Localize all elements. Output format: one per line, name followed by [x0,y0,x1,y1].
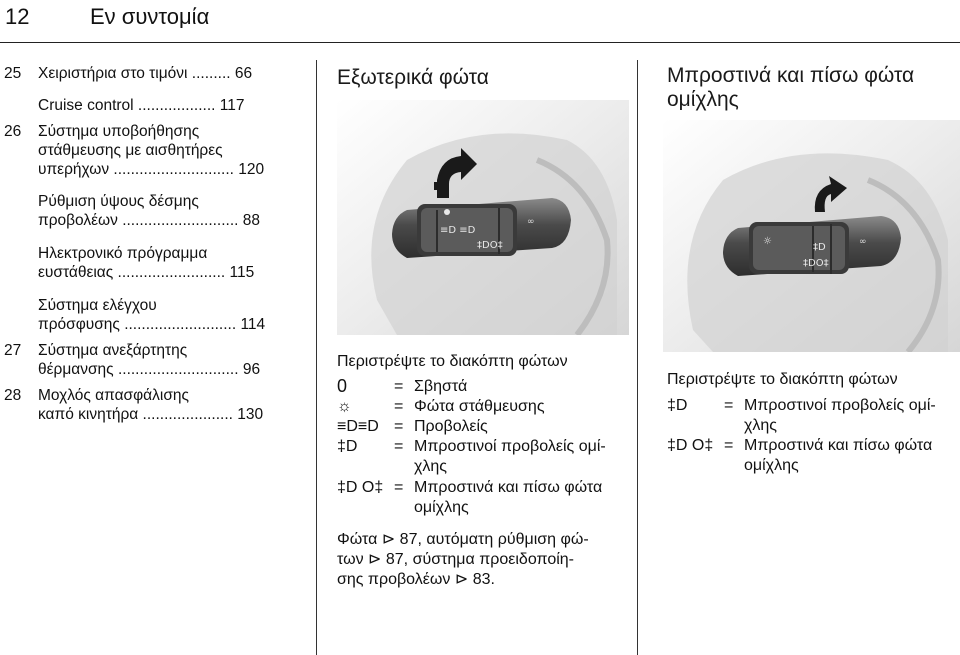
front-fog-icon: ‡D [667,397,688,414]
legend-equals: = [394,438,404,455]
fog-light-switch-illustration [663,120,960,352]
legend-description: Σβηστά [414,378,468,395]
page-title: Εν συντομία [90,4,210,29]
column-divider-1 [316,60,317,655]
legend-description: χλης [744,416,778,434]
header-divider [0,42,960,43]
legend-description: Μπροστινοί προβολείς ομί- [414,438,606,455]
cross-reference-line: των ⊳ 87, σύστημα προειδοποίη- [337,551,574,568]
toc-line: Σύστημα ελέγχου [38,297,157,314]
page-reference-arrow-icon[interactable]: ⊳ [368,551,382,568]
toc-line: Σύστημα υποβοήθησης [38,123,200,140]
toc-line: προβολέων ........................... 88 [38,212,261,229]
section-heading-fog-lights: ομίχλης [667,88,739,111]
headlight-icon: ≡D≡D [337,418,379,435]
parking-light-icon: ☼ [337,398,352,415]
svg-text:‡D: ‡D [813,242,826,253]
toc-line: στάθμευσης με αισθητήρες [38,142,223,159]
legend-description: χλης [414,457,448,475]
toc-line: Ηλεκτρονικό πρόγραμμα [38,245,208,262]
section-heading-fog-lights: Μπροστινά και πίσω φώτα [667,64,915,87]
cross-reference-line: Φώτα ⊳ 87, αυτόματη ρύθμιση φώ- [337,531,589,548]
legend-description: ομίχλης [414,498,469,516]
toc-line: Σύστημα ανεξάρτητης [38,342,188,359]
toc-line: Μοχλός απασφάλισης [38,387,189,404]
section-heading-exterior-lights: Εξωτερικά φώτα [337,66,489,89]
front-rear-fog-icon: ‡D O‡ [667,437,714,454]
svg-text:∞: ∞ [527,217,535,227]
legend-description: ομίχλης [744,456,799,474]
cross-reference-line: σης προβολέων ⊳ 83. [337,571,495,588]
toc-line: πρόσφυσης .......................... 114 [38,316,266,333]
legend-description: Προβολείς [414,418,488,435]
toc-number: 25 [4,65,22,82]
instruction-text: Περιστρέψτε το διακόπτη φώτων [667,371,898,388]
page-reference-arrow-icon[interactable]: ⊳ [381,531,396,548]
legend-description: Φώτα στάθμευσης [414,398,545,415]
front-rear-fog-icon: ‡D O‡ [337,479,384,496]
legend-equals: = [394,398,404,415]
legend-equals: = [724,397,734,414]
svg-text:☼: ☼ [763,236,772,247]
front-fog-icon: ‡D [337,438,358,455]
toc-line: ευστάθειας ......................... 115 [38,264,255,281]
legend-equals: = [394,418,404,435]
legend-description: Μπροστινοί προβολείς ομί- [744,397,936,414]
toc-line: καπό κινητήρα ..................... 130 [38,406,264,423]
light-switch-illustration [337,100,629,335]
toc-line: Χειριστήρια στο τιμόνι ......... 66 [38,65,253,82]
legend-description: Μπροστινά και πίσω φώτα [744,437,933,454]
instruction-text: Περιστρέψτε το διακόπτη φώτων [337,353,568,370]
page-number: 12 [5,4,30,29]
off-symbol-icon: 0 [337,376,348,396]
legend-equals: = [724,437,734,454]
toc-line: θέρμανσης ............................ 96 [38,361,261,378]
toc-number: 27 [4,342,22,359]
legend-equals: = [394,378,404,395]
svg-text:‡DO‡: ‡DO‡ [803,258,829,269]
toc-number: 26 [4,123,22,140]
page-reference-arrow-icon[interactable]: ⊳ [454,571,469,588]
svg-text:≡D ≡D: ≡D ≡D [440,225,476,236]
column-divider-2 [637,60,638,655]
toc-line: υπερήχων ............................ 120 [38,161,265,178]
svg-text:‡DO‡: ‡DO‡ [477,240,503,251]
toc-line: Cruise control .................. 117 [38,97,245,114]
legend-description: Μπροστινά και πίσω φώτα [414,479,603,496]
svg-text:∞: ∞ [859,237,867,247]
toc-line: Ρύθμιση ύψους δέσμης [38,193,199,210]
legend-equals: = [394,479,404,496]
toc-number: 28 [4,387,22,404]
